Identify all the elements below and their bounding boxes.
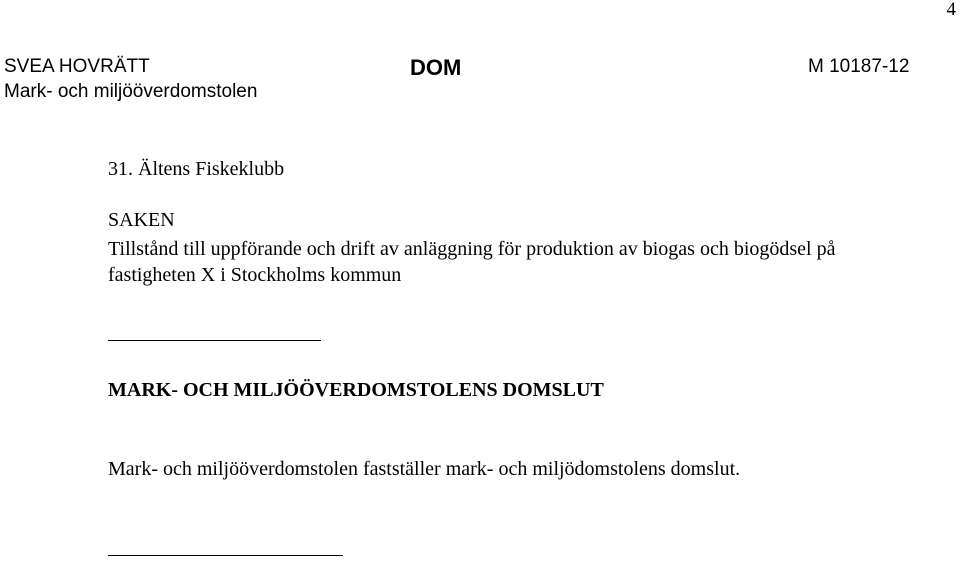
page-number: 4	[946, 0, 956, 20]
court-department: Mark- och miljööverdomstolen	[4, 81, 258, 102]
case-number: M 10187-12	[808, 56, 910, 77]
party-name: 31. Ältens Fiskeklubb	[108, 158, 285, 180]
saken-heading: SAKEN	[108, 209, 175, 231]
divider-rule	[108, 340, 321, 341]
domslut-heading: MARK- OCH MILJÖÖVERDOMSTOLENS DOMSLUT	[108, 379, 604, 401]
domslut-text: Mark- och miljööverdomstolen fastställer mark- och miljödomstolens domslut.	[108, 458, 741, 480]
document-type: DOM	[410, 55, 462, 80]
saken-text: Tillstånd till uppförande och drift av anläggning för produktion av biogas och biogödsel på fastigheten X i Stockholms kommun	[108, 238, 836, 286]
court-name: SVEA HOVRÄTT	[4, 56, 150, 77]
divider-rule	[108, 555, 343, 556]
